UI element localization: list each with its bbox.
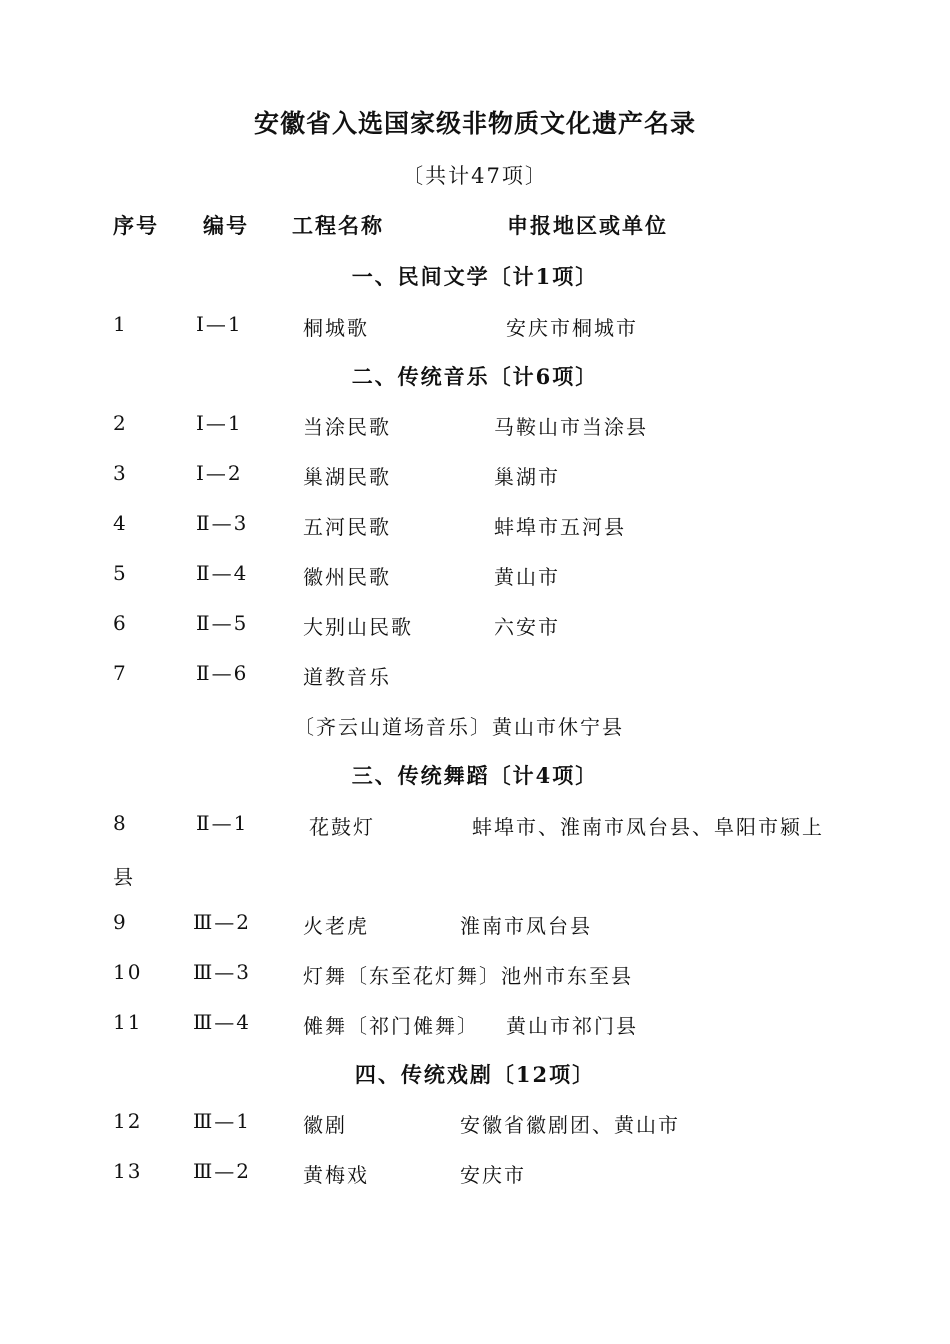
row-code: Ⅰ—2 xyxy=(196,461,243,485)
row-region: 马鞍山市当涂县 xyxy=(494,415,648,439)
header-seq: 序号 xyxy=(113,213,159,238)
row-name: 徽州民歌 xyxy=(303,565,391,589)
row-continuation: 县 xyxy=(113,865,135,889)
row-name: 道教音乐 xyxy=(303,665,391,689)
row-region: 巢湖市 xyxy=(494,465,560,489)
row-code: Ⅱ—6 xyxy=(196,661,249,685)
row-name: 傩舞〔祁门傩舞〕 xyxy=(303,1014,479,1038)
row-continuation: 〔齐云山道场音乐〕黄山市休宁县 xyxy=(294,715,624,739)
row-seq: 10 xyxy=(113,960,143,984)
row-name: 火老虎 xyxy=(303,914,369,938)
row-name: 桐城歌 xyxy=(303,316,369,340)
row-name: 徽剧 xyxy=(303,1113,347,1137)
row-region: 安庆市桐城市 xyxy=(506,316,638,340)
header-region: 申报地区或单位 xyxy=(507,213,668,238)
row-seq: 7 xyxy=(113,661,128,685)
document-title: 安徽省入选国家级非物质文化遗产名录 xyxy=(253,109,696,138)
row-code: Ⅲ—2 xyxy=(193,1159,252,1183)
row-name: 大别山民歌 xyxy=(303,615,413,639)
row-seq: 8 xyxy=(113,811,128,835)
row-code: Ⅰ—1 xyxy=(196,312,243,336)
header-project: 工程名称 xyxy=(292,213,384,238)
header-code: 编号 xyxy=(203,213,249,238)
row-region: 六安市 xyxy=(494,615,560,639)
row-code: Ⅱ—3 xyxy=(196,511,249,535)
row-code: Ⅲ—1 xyxy=(193,1109,252,1133)
row-name: 巢湖民歌 xyxy=(303,465,391,489)
row-region: 黄山市 xyxy=(494,565,560,589)
row-seq: 9 xyxy=(113,910,128,934)
row-region: 安徽省徽剧团、黄山市 xyxy=(460,1113,680,1137)
section-heading: 二、传统音乐〔计6项〕 xyxy=(351,364,599,389)
row-code: Ⅲ—4 xyxy=(193,1010,252,1034)
row-region: 安庆市 xyxy=(460,1163,526,1187)
row-code: Ⅱ—1 xyxy=(196,811,249,835)
row-name: 五河民歌 xyxy=(303,515,391,539)
row-seq: 3 xyxy=(113,461,128,485)
row-seq: 5 xyxy=(113,561,128,585)
section-heading: 一、民间文学〔计1项〕 xyxy=(351,264,599,289)
row-name: 花鼓灯 xyxy=(309,815,375,839)
document-subtitle: 〔共计47项〕 xyxy=(402,164,548,188)
section-heading: 四、传统戏剧〔12项〕 xyxy=(354,1062,596,1087)
row-name: 当涂民歌 xyxy=(303,415,391,439)
row-code: Ⅲ—3 xyxy=(193,960,252,984)
row-seq: 13 xyxy=(113,1159,143,1183)
row-code: Ⅰ—1 xyxy=(196,411,243,435)
row-name: 黄梅戏 xyxy=(303,1163,369,1187)
row-code: Ⅲ—2 xyxy=(193,910,252,934)
row-region: 蚌埠市、淮南市凤台县、阜阳市颍上 xyxy=(472,815,824,839)
row-seq: 4 xyxy=(113,511,128,535)
row-code: Ⅱ—4 xyxy=(196,561,249,585)
row-code: Ⅱ—5 xyxy=(196,611,249,635)
row-name: 灯舞〔东至花灯舞〕池州市东至县 xyxy=(303,964,633,988)
row-seq: 2 xyxy=(113,411,128,435)
row-seq: 12 xyxy=(113,1109,143,1133)
row-region: 蚌埠市五河县 xyxy=(494,515,626,539)
section-heading: 三、传统舞蹈〔计4项〕 xyxy=(351,763,599,788)
row-region: 淮南市凤台县 xyxy=(460,914,592,938)
row-seq: 6 xyxy=(113,611,128,635)
row-region: 黄山市祁门县 xyxy=(506,1014,638,1038)
row-seq: 11 xyxy=(113,1010,143,1034)
row-seq: 1 xyxy=(113,312,128,336)
